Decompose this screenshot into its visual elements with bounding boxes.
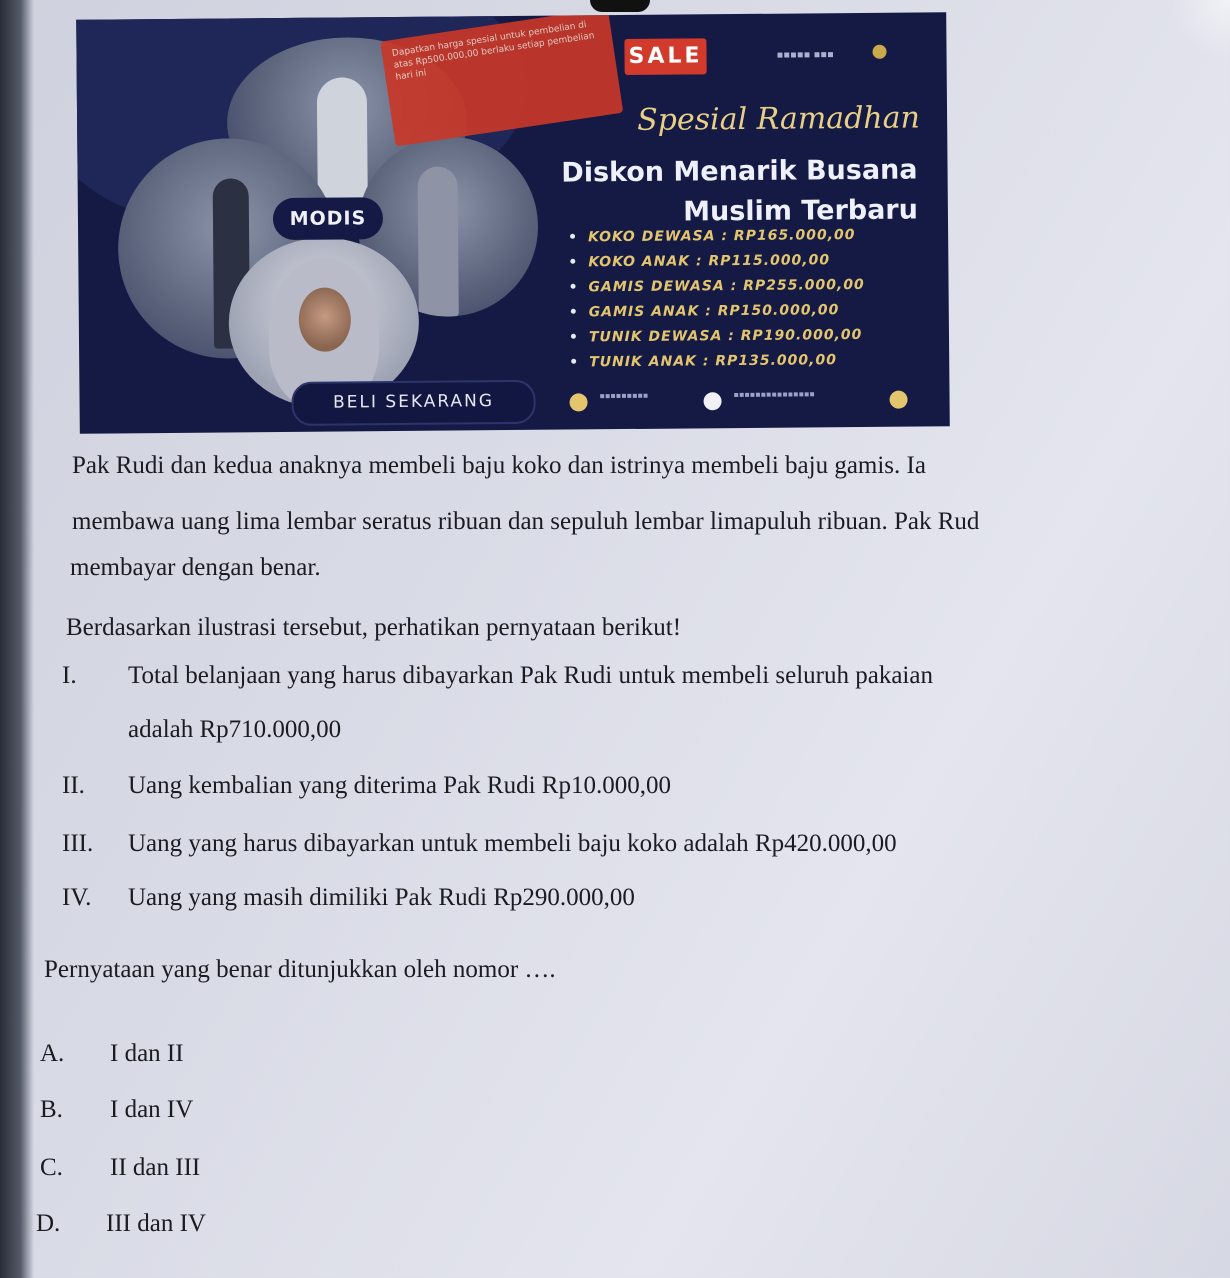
statement-item: [62, 830, 897, 858]
answer-option-c[interactable]: [40, 1154, 200, 1182]
statement-text: Total belanjaan yang harus dibayarkan Pak Rudi untuk membeli seluruh pakaian: [128, 662, 933, 689]
statement-text: Uang yang harus dibayarkan untuk membeli baju koko adalah Rp420.000,00: [128, 830, 897, 857]
answer-option-b[interactable]: [40, 1096, 193, 1124]
price-item: • TUNIK ANAK : RP135.000,00: [569, 348, 865, 376]
statement-number: III.: [62, 830, 94, 857]
model-figure: [418, 166, 459, 316]
option-letter: C.: [40, 1154, 63, 1181]
camera-notch: [590, 0, 650, 12]
location-icon: [569, 393, 587, 411]
sale-badge: SALE: [624, 38, 706, 75]
phone-icon: [703, 392, 721, 410]
statement-item: [62, 662, 933, 690]
story-line: membawa uang lima lembar seratus ribuan dan sepuluh lembar limapuluh ribuan. Pak Rud: [72, 508, 980, 535]
option-text: I dan IV: [110, 1096, 194, 1123]
phone-text: ▪▪▪▪▪▪▪▪▪: [599, 390, 649, 401]
website-text: ▪▪▪▪▪▪▪▪▪▪▪▪▪▪▪: [733, 389, 815, 400]
photo-glare: [1170, 0, 1230, 60]
story-line: Pak Rudi dan kedua anaknya membeli baju koko dan istrinya membeli baju gamis. Ia: [72, 452, 926, 479]
statement-item: [62, 772, 671, 800]
instruction-text: Berdasarkan ilustrasi tersebut, perhatikan pernyataan berikut!: [66, 614, 682, 641]
option-text: III dan IV: [106, 1210, 206, 1237]
spesial-ramadhan-title: Spesial Ramadhan: [636, 100, 921, 138]
model-figure: [317, 77, 368, 207]
story-line: membayar dengan benar.: [70, 554, 321, 581]
price-item: • KOKO ANAK : RP115.000,00: [568, 248, 864, 276]
web-icon: [889, 391, 907, 409]
buy-now-button[interactable]: BELI SEKARANG: [291, 380, 535, 426]
option-text: I dan II: [110, 1040, 184, 1067]
headline-line: Muslim Terbaru: [683, 194, 919, 228]
statement-number: I.: [62, 662, 77, 689]
answer-option-a[interactable]: [40, 1040, 184, 1068]
brand-logo-icon: [872, 45, 886, 59]
statement-item: [62, 884, 635, 912]
option-text: II dan III: [110, 1154, 201, 1181]
brand-text: ▪▪▪▪▪ ▪▪▪: [776, 49, 834, 61]
price-item: • KOKO DEWASA : RP165.000,00: [568, 223, 864, 251]
price-item: • GAMIS ANAK : RP150.000,00: [569, 298, 865, 326]
answer-option-d[interactable]: [36, 1210, 206, 1238]
promo-banner: [76, 12, 950, 434]
statement-number: IV.: [62, 884, 92, 911]
statement-text: Uang kembalian yang diterima Pak Rudi Rp10.000,00: [128, 772, 671, 799]
modis-badge: MODIS: [273, 197, 383, 240]
option-letter: D.: [36, 1210, 61, 1237]
price-item: • TUNIK DEWASA : RP190.000,00: [569, 323, 865, 351]
option-letter: A.: [40, 1040, 65, 1067]
question-text: Pernyataan yang benar ditunjukkan oleh nomor ….: [44, 956, 556, 983]
statement-text: Uang yang masih dimiliki Pak Rudi Rp290.000,00: [128, 884, 635, 911]
model-face: [299, 287, 352, 351]
photo-edge-shadow: [0, 0, 34, 1278]
option-letter: B.: [40, 1096, 63, 1123]
statement-continuation: adalah Rp710.000,00: [128, 716, 342, 743]
price-item: • GAMIS DEWASA : RP255.000,00: [568, 273, 864, 301]
headline-line: Diskon Menarik Busana: [561, 154, 918, 189]
promo-tag: Dapatkan harga spesial untuk pembelian di atas Rp500.000,00 berlaku setiap pembelian hari ini: [380, 12, 623, 146]
banner-headline: [517, 150, 918, 233]
price-list: [568, 223, 866, 376]
statement-number: II.: [62, 772, 85, 799]
